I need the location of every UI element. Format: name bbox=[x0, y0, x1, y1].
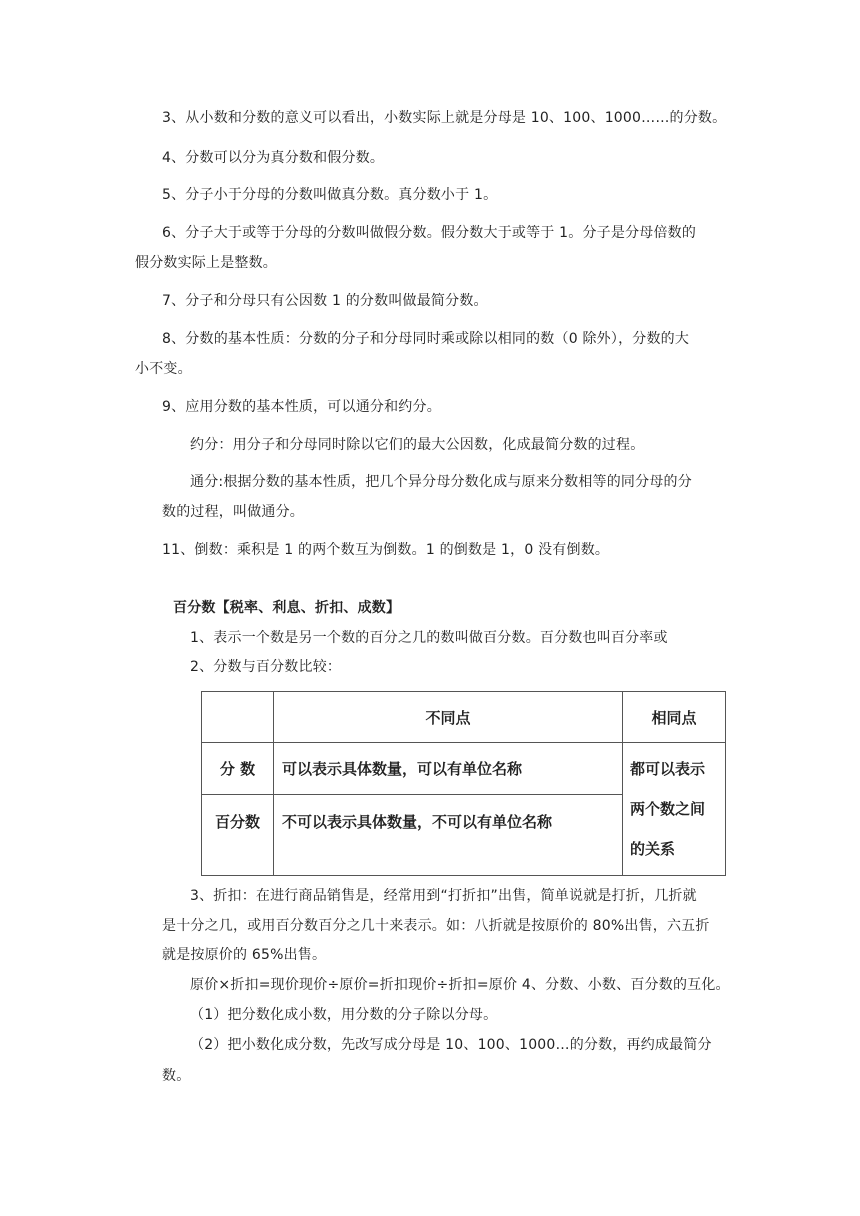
conversion-item-2-line1: （2）把小数化成分数，先改写成分母是 10、100、1000…的分数，再约成最简分 bbox=[190, 1037, 712, 1053]
table-header-same: 相同点 bbox=[623, 692, 726, 743]
paragraph-item-11: 11、倒数：乘积是 1 的两个数互为倒数。1 的倒数是 1，0 没有倒数。 bbox=[162, 542, 610, 558]
paragraph-item-3: 3、从小数和分数的意义可以看出，小数实际上就是分母是 10、100、1000……的分数。 bbox=[162, 110, 727, 126]
table-row bbox=[202, 743, 726, 795]
paragraph-item-7: 7、分子和分母只有公因数 1 的分数叫做最简分数。 bbox=[162, 293, 488, 309]
paragraph-item-8-line1: 8、分数的基本性质：分数的分子和分母同时乘或除以相同的数（0 除外），分数的大 bbox=[162, 331, 690, 347]
paragraph-item-6-line1: 6、分子大于或等于分母的分数叫做假分数。假分数大于或等于 1。分子是分母倍数的 bbox=[162, 225, 697, 241]
percent-item-2: 2、分数与百分数比较： bbox=[190, 659, 342, 675]
table-header-row bbox=[202, 692, 726, 743]
paragraph-tongfen-line1: 通分:根据分数的基本性质，把几个异分母分数化成与原来分数相等的同分母的分 bbox=[190, 474, 692, 490]
paragraph-item-9: 9、应用分数的基本性质，可以通分和约分。 bbox=[162, 399, 441, 415]
percent-item-1: 1、表示一个数是另一个数的百分之几的数叫做百分数。百分数也叫百分率或 bbox=[190, 630, 668, 646]
conversion-item-2-line2: 数。 bbox=[162, 1068, 191, 1084]
percent-item-3-line3: 就是按原价的 65%出售。 bbox=[162, 947, 327, 963]
comparison-table bbox=[201, 691, 726, 876]
paragraph-tongfen-line2: 数的过程，叫做通分。 bbox=[162, 504, 304, 520]
table-row-percent-diff: 不可以表示具体数量，不可以有单位名称 bbox=[274, 795, 623, 876]
percent-formula-line: 原价×折扣=现价现价÷原价=折扣现价÷折扣=原价 4、分数、小数、百分数的互化。 bbox=[190, 977, 730, 993]
table-row-fraction-name: 分 数 bbox=[202, 743, 274, 795]
percent-item-3-line1: 3、折扣：在进行商品销售是，经常用到“打折扣”出售，简单说就是打折，几折就 bbox=[190, 888, 697, 904]
section-title: 百分数【税率、利息、折扣、成数】 bbox=[173, 600, 401, 616]
table-header-diff: 不同点 bbox=[274, 692, 623, 743]
table-same-cell bbox=[623, 743, 726, 876]
paragraph-item-4: 4、分数可以分为真分数和假分数。 bbox=[162, 150, 385, 166]
table-row-percent-name: 百分数 bbox=[202, 795, 274, 876]
table-header-empty bbox=[202, 692, 274, 743]
same-line-1: 都可以表示 bbox=[630, 760, 706, 778]
paragraph-item-8-line2: 小不变。 bbox=[135, 361, 192, 377]
paragraph-item-6-line2: 假分数实际上是整数。 bbox=[135, 255, 277, 271]
paragraph-item-5: 5、分子小于分母的分数叫做真分数。真分数小于 1。 bbox=[162, 187, 498, 203]
same-line-2: 两个数之间 bbox=[630, 800, 706, 818]
conversion-item-1: （1）把分数化成小数，用分数的分子除以分母。 bbox=[190, 1007, 498, 1023]
same-line-3: 的关系 bbox=[630, 840, 676, 858]
percent-item-3-line2: 是十分之几，或用百分数百分之几十来表示。如：八折就是按原价的 80%出售，六五折 bbox=[162, 918, 710, 934]
table-row-fraction-diff: 可以表示具体数量，可以有单位名称 bbox=[274, 743, 623, 795]
paragraph-yuefen: 约分：用分子和分母同时除以它们的最大公因数，化成最简分数的过程。 bbox=[190, 437, 645, 453]
